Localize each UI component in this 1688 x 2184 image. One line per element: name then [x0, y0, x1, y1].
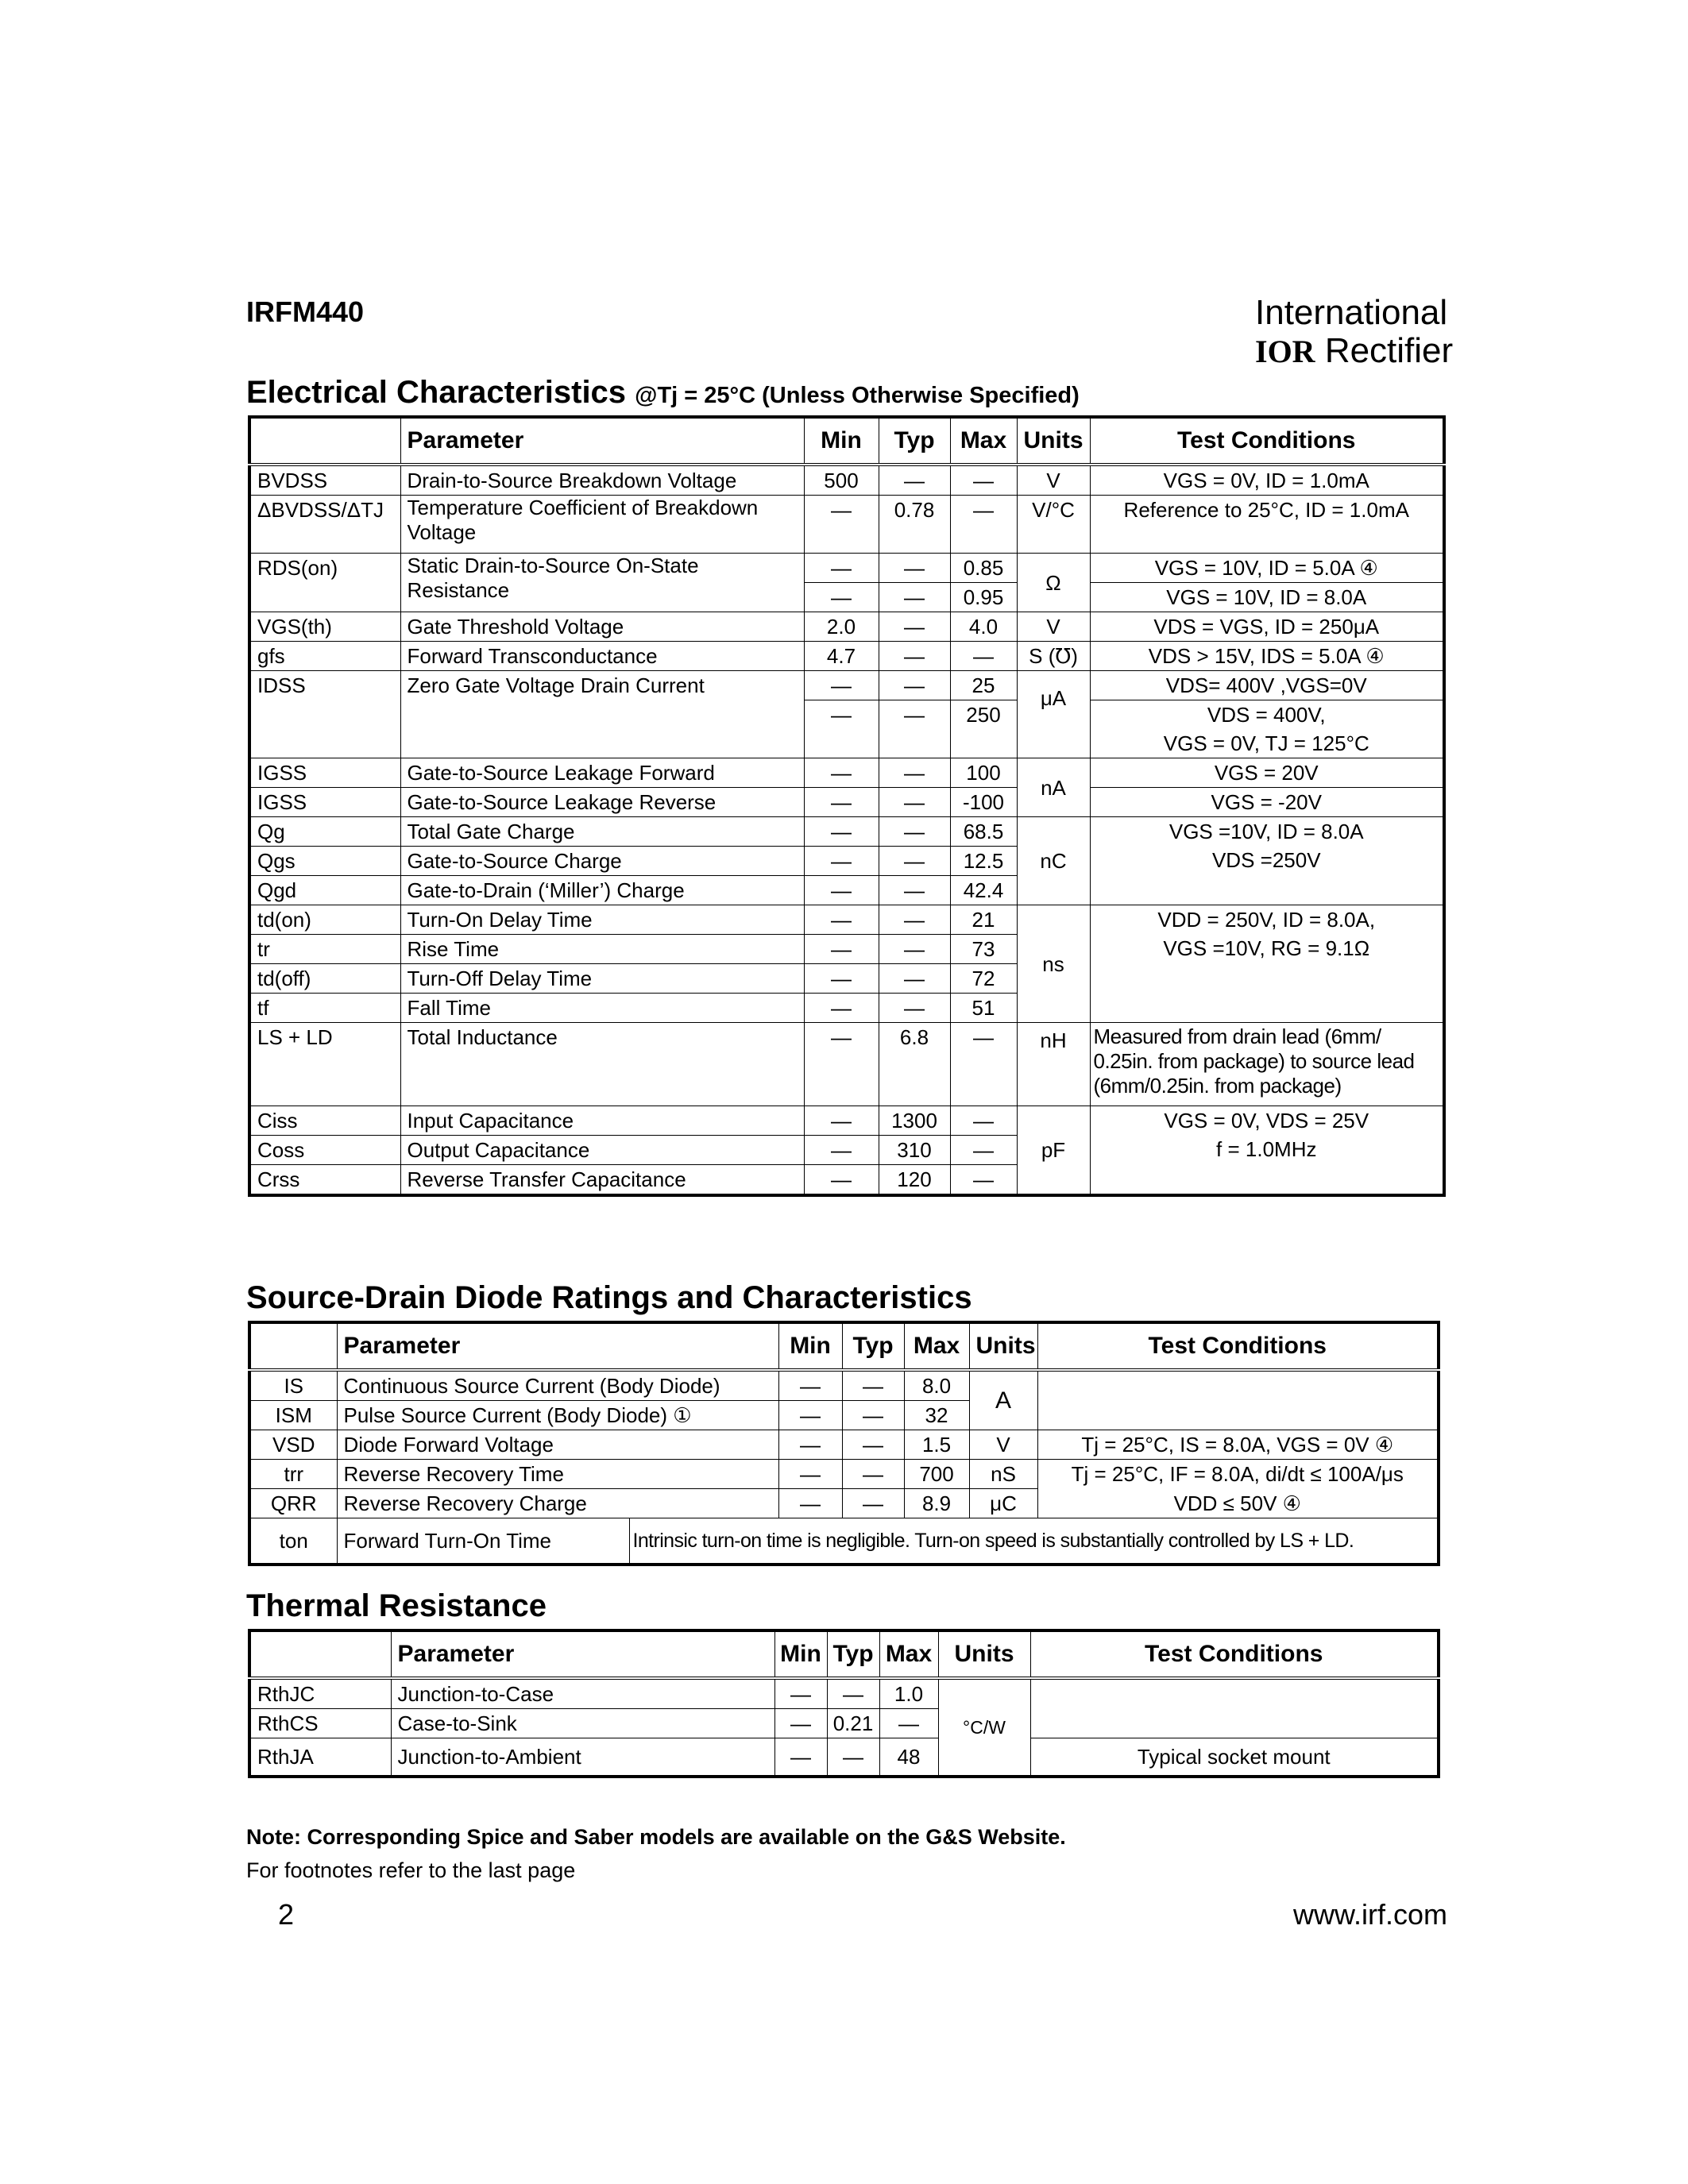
table-row: Coss Output Capacitance — 310 —: [249, 1136, 1444, 1165]
table-row: td(off) Turn-Off Delay Time — — 72: [249, 964, 1444, 994]
table-row: ΔBVDSS/ΔTJ Temperature Coefficient of Breakdown Voltage — 0.78 — V/°C Reference to 25°C, ID = 1.0mA: [249, 496, 1444, 554]
brand-logo: [1255, 293, 1454, 371]
ior-logo: IOR: [1255, 334, 1315, 369]
footer-url: www.irf.com: [1292, 1898, 1447, 1931]
elec-section-title: Electrical Characteristics @Tj = 25°C (Unless Otherwise Specified): [246, 375, 1080, 410]
page-number: 2: [278, 1898, 295, 1931]
table-row: trr Reverse Recovery Time — — 700 nS Tj = 25°C, IF = 8.0A, di/dt ≤ 100A/μs: [249, 1460, 1439, 1489]
note-spice-models: Note: Corresponding Spice and Saber models are available on the G&S Website.: [246, 1825, 1066, 1849]
table-row: VGS(th) Gate Threshold Voltage 2.0 — 4.0 V VDS = VGS, ID = 250μA: [249, 612, 1444, 642]
table-row: RthCS Case-to-Sink — 0.21 —: [249, 1709, 1439, 1738]
table-row: — — 250 VDS = 400V, VGS = 0V, TJ = 125°C: [249, 700, 1444, 758]
brand-line1: International: [1255, 293, 1448, 332]
table-row: ton Forward Turn-On Time Intrinsic turn-on time is negligible. Turn-on speed is substantially controlled by LS + LD.: [249, 1518, 1439, 1565]
table-row: tf Fall Time — — 51: [249, 994, 1444, 1023]
table-row: Qgs Gate-to-Source Charge — — 12.5: [249, 847, 1444, 876]
table-row: RDS(on) Static Drain-to-Source On-State Resistance — — 0.85 Ω VGS = 10V, ID = 5.0A ④: [249, 554, 1444, 583]
table-row: IS Continuous Source Current (Body Diode) — — 8.0 A: [249, 1370, 1439, 1401]
table-row: BVDSS Drain-to-Source Breakdown Voltage 500 — — V VGS = 0V, ID = 1.0mA: [249, 465, 1444, 496]
thermal-table: [248, 1629, 1440, 1778]
table-row: ISM Pulse Source Current (Body Diode) ① — — 32: [249, 1401, 1439, 1430]
thermal-section-title: Thermal Resistance: [246, 1588, 547, 1623]
elec-section-subtitle: @Tj = 25°C (Unless Otherwise Specified): [635, 383, 1080, 408]
table-row: IGSS Gate-to-Source Leakage Forward — — 100 nA VGS = 20V: [249, 758, 1444, 788]
table-row: Crss Reverse Transfer Capacitance — 120 —: [249, 1165, 1444, 1196]
table-row: gfs Forward Transconductance 4.7 — — S (℧) VDS > 15V, IDS = 5.0A ④: [249, 642, 1444, 671]
diode-section-title: Source-Drain Diode Ratings and Characteristics: [246, 1280, 972, 1315]
table-row: IDSS Zero Gate Voltage Drain Current — — 25 μA VDS= 400V ,VGS=0V: [249, 671, 1444, 700]
table-row: RthJC Junction-to-Case — — 1.0 °C/W: [249, 1678, 1439, 1709]
table-header-row: Parameter Min Typ Max Units Test Conditions: [249, 417, 1444, 465]
part-number: IRFM440: [246, 295, 365, 328]
diode-table: [248, 1321, 1440, 1566]
table-row: RthJA Junction-to-Ambient — — 48 Typical socket mount: [249, 1738, 1439, 1777]
table-row: VSD Diode Forward Voltage — — 1.5 V Tj = 25°C, IS = 8.0A, VGS = 0V ④: [249, 1430, 1439, 1460]
table-header-row: Parameter Min Typ Max Units Test Conditions: [249, 1630, 1439, 1678]
note-footnotes: For footnotes refer to the last page: [246, 1858, 576, 1882]
table-row: Qg Total Gate Charge — — 68.5 nC VGS =10V, ID = 8.0A VDS =250V: [249, 817, 1444, 847]
table-row: QRR Reverse Recovery Charge — — 8.9 μC VDD ≤ 50V ④: [249, 1489, 1439, 1518]
electrical-characteristics-table: [248, 415, 1446, 1197]
table-row: td(on) Turn-On Delay Time — — 21 ns VDD = 250V, ID = 8.0A, VGS =10V, RG = 9.1Ω: [249, 905, 1444, 935]
table-row: Ciss Input Capacitance — 1300 — pF VGS = 0V, VDS = 25V f = 1.0MHz: [249, 1106, 1444, 1136]
table-row: tr Rise Time — — 73: [249, 935, 1444, 964]
table-header-row: Parameter Min Typ Max Units Test Conditions: [249, 1322, 1439, 1370]
brand-line2: Rectifier: [1324, 331, 1454, 370]
table-row: LS + LD Total Inductance — 6.8 — nH Measured from drain lead (6mm/ 0.25in. from package) to source lead (6mm/0.25in. from package): [249, 1023, 1444, 1106]
table-row: — — 0.95 VGS = 10V, ID = 8.0A: [249, 583, 1444, 612]
table-row: Qgd Gate-to-Drain (‘Miller’) Charge — — 42.4: [249, 876, 1444, 905]
table-row: IGSS Gate-to-Source Leakage Reverse — — -100 VGS = -20V: [249, 788, 1444, 817]
